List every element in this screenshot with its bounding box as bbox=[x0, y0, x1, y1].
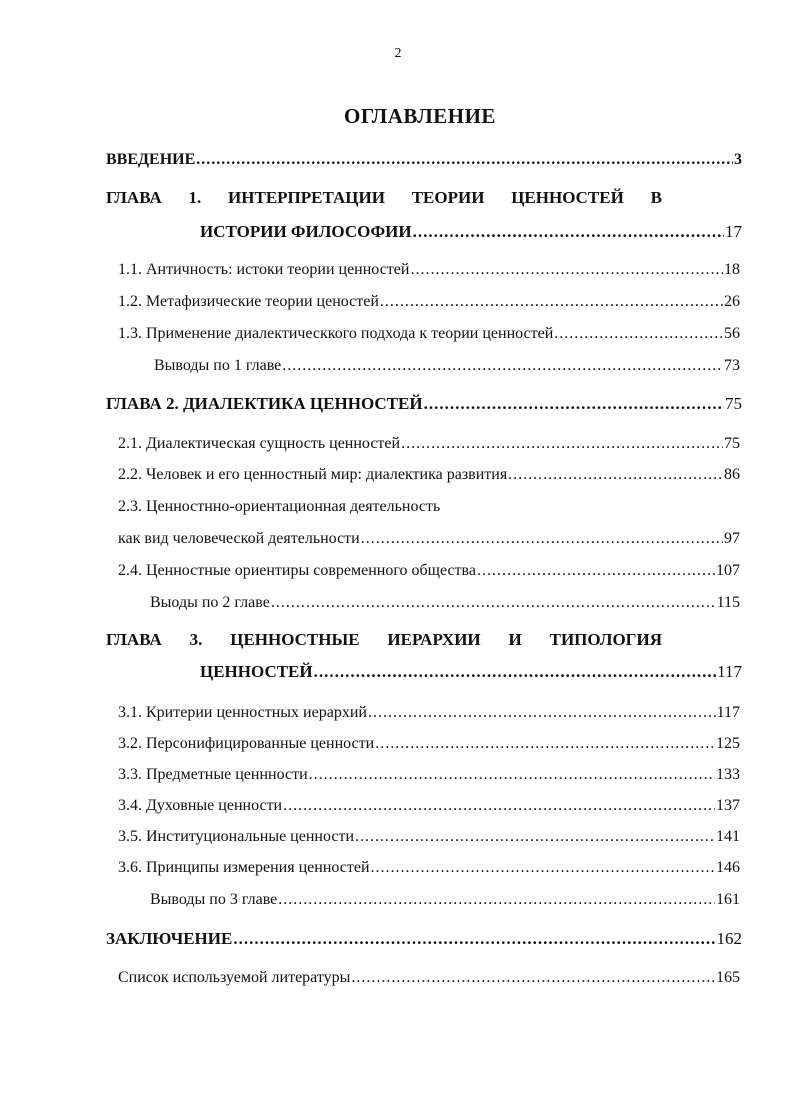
dot-leader bbox=[271, 593, 716, 613]
toc-entry-label: 3.3. Предметные ценнности bbox=[118, 766, 308, 783]
toc-entry-page: 117 bbox=[716, 704, 740, 721]
toc-entry-label: 2.1. Диалектическая сущность ценностей bbox=[118, 435, 401, 452]
toc-entry-label: Выводы по 3 главе bbox=[150, 891, 278, 908]
toc-entry-label: как вид человеческой деятельности bbox=[118, 530, 360, 547]
toc-entry-page: 97 bbox=[724, 530, 740, 547]
toc-entry-label: 1.3. Применение диалектическкого подхода к теории ценностей bbox=[118, 325, 554, 342]
toc-entry-label: 2.4. Ценностные ориентиры современного общества bbox=[118, 562, 476, 579]
toc-entry-page: 141 bbox=[716, 828, 740, 845]
heading-word: ИЕРАРХИИ bbox=[387, 630, 481, 649]
dot-leader bbox=[361, 529, 723, 549]
heading-word: И bbox=[508, 630, 522, 649]
chapter-1-heading-line1[interactable] bbox=[106, 188, 662, 208]
heading-word: ГЛАВА bbox=[106, 630, 162, 649]
toc-entry-label: 3.4. Духовные ценности bbox=[118, 797, 283, 814]
toc-entry-2-2[interactable] bbox=[118, 465, 740, 485]
toc-entry-page: 161 bbox=[716, 891, 740, 908]
dot-leader bbox=[355, 827, 715, 847]
toc-entry-label: ГЛАВА 2. ДИАЛЕКТИКА ЦЕННОСТЕЙ bbox=[106, 394, 423, 413]
toc-entry-3-1[interactable] bbox=[118, 703, 740, 723]
toc-entry-conclusion[interactable] bbox=[106, 929, 742, 949]
toc-entry-2-conclusions[interactable] bbox=[150, 593, 740, 613]
toc-entry-1-2[interactable] bbox=[118, 292, 740, 312]
heading-word: В bbox=[650, 188, 662, 207]
toc-entry-label: ВВЕДЕНИЕ bbox=[106, 151, 196, 168]
toc-entry-3-2[interactable] bbox=[118, 734, 740, 754]
chapter-2-heading[interactable] bbox=[106, 394, 742, 414]
toc-entry-label: ИСТОРИИ ФИЛОСОФИИ bbox=[200, 222, 412, 241]
toc-entry-2-1[interactable] bbox=[118, 434, 740, 454]
toc-entry-page: 75 bbox=[724, 435, 740, 452]
chapter-3-heading-line2[interactable] bbox=[200, 662, 742, 682]
dot-leader bbox=[401, 434, 723, 454]
heading-word: ЦЕННОСТНЫЕ bbox=[230, 630, 360, 649]
toc-entry-label: Список используемой литературы bbox=[118, 969, 351, 986]
toc-entry-page: 137 bbox=[716, 797, 740, 814]
toc-entry-label: ЗАКЛЮЧЕНИЕ bbox=[106, 929, 233, 948]
toc-entry-2-4[interactable] bbox=[118, 561, 740, 581]
toc-entry-page: 125 bbox=[716, 735, 740, 752]
page-number: 2 bbox=[394, 46, 402, 61]
dot-leader bbox=[410, 260, 723, 280]
toc-entry-page: 3 bbox=[734, 151, 742, 168]
toc-entry-references[interactable] bbox=[118, 968, 740, 988]
toc-entry-page: 107 bbox=[716, 562, 740, 579]
toc-entry-page: 115 bbox=[716, 594, 740, 611]
dot-leader bbox=[233, 929, 715, 949]
dot-leader bbox=[309, 765, 715, 785]
toc-entry-page: 165 bbox=[716, 969, 740, 986]
heading-word: ГЛАВА bbox=[106, 188, 162, 207]
dot-leader bbox=[508, 465, 723, 485]
dot-leader bbox=[424, 394, 724, 414]
toc-entry-3-conclusions[interactable] bbox=[150, 890, 740, 910]
heading-word: ТИПОЛОГИЯ bbox=[549, 630, 662, 649]
toc-entry-page: 146 bbox=[716, 859, 740, 876]
toc-entry-3-4[interactable] bbox=[118, 796, 740, 816]
dot-leader bbox=[371, 858, 715, 878]
toc-entry-label: 3.5. Институциональные ценности bbox=[118, 828, 355, 845]
heading-word: 3. bbox=[189, 630, 203, 649]
toc-entry-page: 18 bbox=[724, 261, 740, 278]
chapter-3-heading-line1[interactable] bbox=[106, 630, 662, 650]
toc-entry-1-1[interactable] bbox=[118, 260, 740, 280]
toc-entry-intro[interactable] bbox=[106, 150, 742, 170]
toc-entry-label: Выводы по 1 главе bbox=[154, 357, 282, 374]
toc-entry-3-3[interactable] bbox=[118, 765, 740, 785]
dot-leader bbox=[283, 796, 715, 816]
toc-entry-label: 1.1. Античность: истоки теории ценностей bbox=[118, 261, 410, 278]
toc-entry-1-conclusions[interactable] bbox=[154, 356, 740, 376]
toc-entry-label: 3.1. Критерии ценностных иерархий bbox=[118, 704, 367, 721]
toc-entry-page: 133 bbox=[716, 766, 740, 783]
toc-entry-3-5[interactable] bbox=[118, 827, 740, 847]
toc-entry-label: 2.3. Ценностнно-ориентационная деятельность bbox=[118, 498, 441, 515]
toc-entry-page: 26 bbox=[724, 293, 740, 310]
toc-entry-label: ЦЕННОСТЕЙ bbox=[200, 662, 313, 681]
toc-entry-label: 1.2. Метафизические теории ценостей bbox=[118, 293, 379, 310]
toc-entry-page: 75 bbox=[725, 394, 742, 413]
toc-entry-2-3-line1[interactable] bbox=[118, 497, 740, 517]
heading-word: ИНТЕРПРЕТАЦИИ bbox=[228, 188, 385, 207]
toc-entry-label: Выоды по 2 главе bbox=[150, 594, 270, 611]
toc-entry-2-3-line2[interactable] bbox=[118, 529, 740, 549]
dot-leader bbox=[196, 150, 733, 170]
heading-word: 1. bbox=[188, 188, 202, 207]
heading-word: ЦЕННОСТЕЙ bbox=[511, 188, 624, 207]
toc-entry-1-3[interactable] bbox=[118, 324, 740, 344]
dot-leader bbox=[368, 703, 716, 723]
toc-entry-label: 2.2. Человек и его ценностный мир: диалектика развития bbox=[118, 466, 508, 483]
dot-leader bbox=[413, 222, 724, 242]
dot-leader bbox=[278, 890, 715, 910]
toc-entry-label: 3.6. Принципы измерения ценностей bbox=[118, 859, 370, 876]
toc-entry-page: 86 bbox=[724, 466, 740, 483]
toc-entry-3-6[interactable] bbox=[118, 858, 740, 878]
dot-leader bbox=[351, 968, 715, 988]
toc-title: ОГЛАВЛЕНИЕ bbox=[344, 104, 496, 128]
toc-entry-page: 17 bbox=[725, 222, 742, 241]
toc-entry-page: 162 bbox=[716, 929, 742, 948]
dot-leader bbox=[477, 561, 715, 581]
dot-leader bbox=[314, 662, 717, 682]
toc-entry-label: 3.2. Персонифицированные ценности bbox=[118, 735, 375, 752]
chapter-1-heading-line2[interactable] bbox=[200, 222, 742, 242]
dot-leader bbox=[282, 356, 723, 376]
heading-word: ТЕОРИИ bbox=[411, 188, 485, 207]
toc-entry-page: 56 bbox=[724, 325, 740, 342]
toc-entry-page: 73 bbox=[724, 357, 740, 374]
dot-leader bbox=[380, 292, 723, 312]
dot-leader bbox=[554, 324, 723, 344]
toc-entry-page: 117 bbox=[717, 662, 742, 681]
dot-leader bbox=[375, 734, 715, 754]
